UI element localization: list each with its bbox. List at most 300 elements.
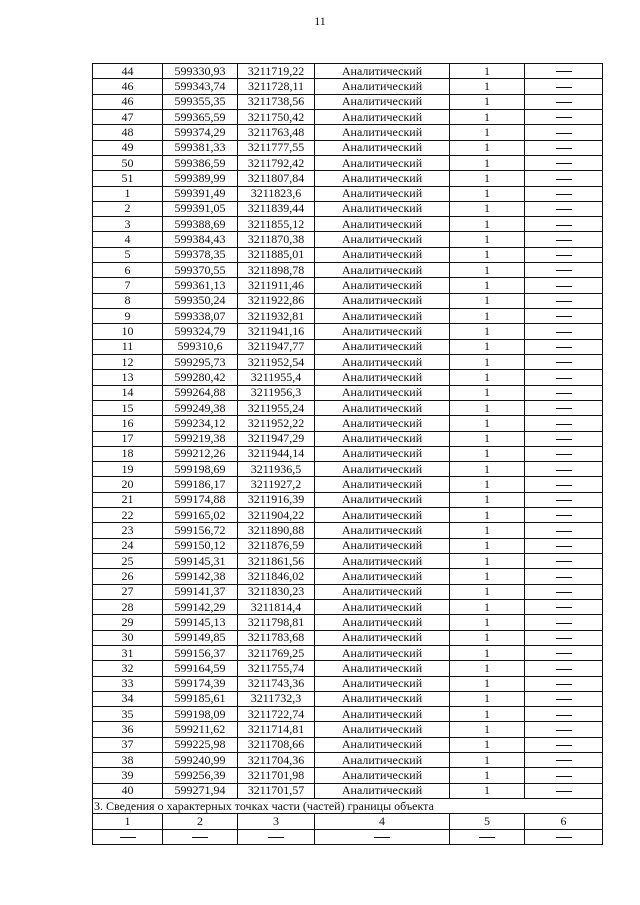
point-number-cell: 34 (93, 691, 163, 706)
dash-mark (556, 408, 572, 409)
method-cell: Аналитический (315, 523, 450, 538)
column-number-cell: 2 (163, 814, 238, 829)
x-coordinate-cell: 599350,24 (163, 293, 238, 308)
table-row (93, 446, 603, 461)
column-number-cell: 1 (93, 814, 163, 829)
table-row (93, 783, 603, 798)
method-cell: Аналитический (315, 492, 450, 507)
description-cell (525, 278, 603, 293)
dash-mark (556, 117, 572, 118)
description-cell (525, 615, 603, 630)
point-number-cell: 46 (93, 94, 163, 109)
dash-mark (556, 531, 572, 532)
accuracy-cell: 1 (450, 508, 525, 523)
accuracy-cell: 1 (450, 753, 525, 768)
dash-mark (556, 102, 572, 103)
dash-mark (556, 439, 572, 440)
y-coordinate-cell: 3211952,54 (238, 354, 315, 369)
description-cell (525, 599, 603, 614)
table-row (93, 477, 603, 492)
description-cell (525, 477, 603, 492)
table-row (93, 232, 603, 247)
table-row (93, 707, 603, 722)
y-coordinate-cell: 3211769,25 (238, 645, 315, 660)
x-coordinate-cell: 599388,69 (163, 217, 238, 232)
y-coordinate-cell: 3211870,38 (238, 232, 315, 247)
table-row (93, 615, 603, 630)
y-coordinate-cell: 3211876,59 (238, 538, 315, 553)
table-row (93, 247, 603, 262)
description-cell (525, 247, 603, 262)
x-coordinate-cell: 599198,69 (163, 462, 238, 477)
description-cell (525, 217, 603, 232)
method-cell: Аналитический (315, 293, 450, 308)
method-cell: Аналитический (315, 370, 450, 385)
y-coordinate-cell: 3211732,3 (238, 691, 315, 706)
method-cell: Аналитический (315, 431, 450, 446)
dash-mark (556, 669, 572, 670)
accuracy-cell: 1 (450, 400, 525, 415)
method-cell: Аналитический (315, 416, 450, 431)
description-cell (525, 538, 603, 553)
point-number-cell: 36 (93, 722, 163, 737)
description-cell (525, 523, 603, 538)
accuracy-cell: 1 (450, 431, 525, 446)
description-cell (525, 508, 603, 523)
point-number-cell: 38 (93, 753, 163, 768)
description-cell (525, 309, 603, 324)
accuracy-cell: 1 (450, 125, 525, 140)
dash-mark (556, 638, 572, 639)
dash-mark (556, 347, 572, 348)
dash-mark (556, 699, 572, 700)
description-cell (525, 446, 603, 461)
description-cell (525, 492, 603, 507)
accuracy-cell: 1 (450, 309, 525, 324)
point-number-cell: 1 (93, 186, 163, 201)
table-row (93, 569, 603, 584)
method-cell: Аналитический (315, 155, 450, 170)
method-cell: Аналитический (315, 554, 450, 569)
point-number-cell: 5 (93, 247, 163, 262)
empty-data-row (93, 829, 603, 844)
table-row (93, 125, 603, 140)
table-row (93, 691, 603, 706)
dash-mark (556, 837, 572, 838)
dash-mark (556, 286, 572, 287)
description-cell (525, 630, 603, 645)
dash-mark (556, 454, 572, 455)
table-row (93, 753, 603, 768)
accuracy-cell: 1 (450, 477, 525, 492)
point-number-cell: 44 (93, 64, 163, 79)
accuracy-cell: 1 (450, 768, 525, 783)
dash-mark (556, 546, 572, 547)
table-row (93, 599, 603, 614)
x-coordinate-cell: 599271,94 (163, 783, 238, 798)
table-row (93, 140, 603, 155)
x-coordinate-cell: 599264,88 (163, 385, 238, 400)
point-number-cell: 16 (93, 416, 163, 431)
y-coordinate-cell: 3211955,24 (238, 400, 315, 415)
description-cell (525, 385, 603, 400)
empty-cell (93, 829, 163, 844)
x-coordinate-cell: 599374,29 (163, 125, 238, 140)
table-row (93, 400, 603, 415)
table-row (93, 171, 603, 186)
method-cell: Аналитический (315, 109, 450, 124)
x-coordinate-cell: 599280,42 (163, 370, 238, 385)
x-coordinate-cell: 599145,13 (163, 615, 238, 630)
y-coordinate-cell: 3211708,66 (238, 737, 315, 752)
y-coordinate-cell: 3211807,84 (238, 171, 315, 186)
x-coordinate-cell: 599381,33 (163, 140, 238, 155)
point-number-cell: 46 (93, 79, 163, 94)
accuracy-cell: 1 (450, 217, 525, 232)
point-number-cell: 48 (93, 125, 163, 140)
description-cell (525, 722, 603, 737)
x-coordinate-cell: 599310,6 (163, 339, 238, 354)
y-coordinate-cell: 3211944,14 (238, 446, 315, 461)
empty-cell (163, 829, 238, 844)
y-coordinate-cell: 3211839,44 (238, 201, 315, 216)
y-coordinate-cell: 3211743,36 (238, 676, 315, 691)
accuracy-cell: 1 (450, 538, 525, 553)
boundary-points-table (92, 63, 603, 845)
x-coordinate-cell: 599338,07 (163, 309, 238, 324)
accuracy-cell: 1 (450, 523, 525, 538)
table-row (93, 462, 603, 477)
y-coordinate-cell: 3211956,3 (238, 385, 315, 400)
y-coordinate-cell: 3211947,77 (238, 339, 315, 354)
x-coordinate-cell: 599355,35 (163, 94, 238, 109)
accuracy-cell: 1 (450, 263, 525, 278)
accuracy-cell: 1 (450, 370, 525, 385)
y-coordinate-cell: 3211701,57 (238, 783, 315, 798)
dash-mark (556, 730, 572, 731)
x-coordinate-cell: 599174,39 (163, 676, 238, 691)
description-cell (525, 232, 603, 247)
dash-mark (556, 316, 572, 317)
accuracy-cell: 1 (450, 324, 525, 339)
y-coordinate-cell: 3211714,81 (238, 722, 315, 737)
method-cell: Аналитический (315, 217, 450, 232)
page-number: 11 (314, 14, 326, 28)
dash-mark (556, 393, 572, 394)
point-number-cell: 25 (93, 554, 163, 569)
point-number-cell: 49 (93, 140, 163, 155)
method-cell: Аналитический (315, 676, 450, 691)
table-row (93, 737, 603, 752)
description-cell (525, 109, 603, 124)
x-coordinate-cell: 599391,49 (163, 186, 238, 201)
point-number-cell: 13 (93, 370, 163, 385)
y-coordinate-cell: 3211922,86 (238, 293, 315, 308)
dash-mark (556, 270, 572, 271)
accuracy-cell: 1 (450, 737, 525, 752)
point-number-cell: 10 (93, 324, 163, 339)
accuracy-cell: 1 (450, 492, 525, 507)
point-number-cell: 4 (93, 232, 163, 247)
x-coordinate-cell: 599198,09 (163, 707, 238, 722)
x-coordinate-cell: 599386,59 (163, 155, 238, 170)
point-number-cell: 19 (93, 462, 163, 477)
y-coordinate-cell: 3211846,02 (238, 569, 315, 584)
x-coordinate-cell: 599150,12 (163, 538, 238, 553)
point-number-cell: 32 (93, 661, 163, 676)
y-coordinate-cell: 3211952,22 (238, 416, 315, 431)
dash-mark (556, 745, 572, 746)
y-coordinate-cell: 3211890,88 (238, 523, 315, 538)
y-coordinate-cell: 3211885,01 (238, 247, 315, 262)
dash-mark (556, 561, 572, 562)
x-coordinate-cell: 599324,79 (163, 324, 238, 339)
table-row (93, 431, 603, 446)
method-cell: Аналитический (315, 247, 450, 262)
accuracy-cell: 1 (450, 186, 525, 201)
point-number-cell: 21 (93, 492, 163, 507)
y-coordinate-cell: 3211738,56 (238, 94, 315, 109)
accuracy-cell: 1 (450, 661, 525, 676)
empty-cell (525, 829, 603, 844)
point-number-cell: 35 (93, 707, 163, 722)
column-number-cell: 6 (525, 814, 603, 829)
dash-mark (556, 592, 572, 593)
point-number-cell: 7 (93, 278, 163, 293)
x-coordinate-cell: 599249,38 (163, 400, 238, 415)
y-coordinate-cell: 3211792,42 (238, 155, 315, 170)
dash-mark (556, 163, 572, 164)
method-cell: Аналитический (315, 94, 450, 109)
description-cell (525, 645, 603, 660)
description-cell (525, 370, 603, 385)
dash-mark (556, 255, 572, 256)
method-cell: Аналитический (315, 171, 450, 186)
dash-mark (556, 225, 572, 226)
y-coordinate-cell: 3211814,4 (238, 599, 315, 614)
column-number-cell: 5 (450, 814, 525, 829)
empty-cell (238, 829, 315, 844)
point-number-cell: 26 (93, 569, 163, 584)
accuracy-cell: 1 (450, 109, 525, 124)
point-number-cell: 39 (93, 768, 163, 783)
dash-mark (556, 240, 572, 241)
dash-mark (268, 837, 284, 838)
accuracy-cell: 1 (450, 462, 525, 477)
section-3-header-row (93, 799, 603, 814)
x-coordinate-cell: 599343,74 (163, 79, 238, 94)
method-cell: Аналитический (315, 707, 450, 722)
point-number-cell: 31 (93, 645, 163, 660)
x-coordinate-cell: 599142,38 (163, 569, 238, 584)
description-cell (525, 64, 603, 79)
y-coordinate-cell: 3211722,74 (238, 707, 315, 722)
method-cell: Аналитический (315, 64, 450, 79)
x-coordinate-cell: 599365,59 (163, 109, 238, 124)
description-cell (525, 94, 603, 109)
x-coordinate-cell: 599142,29 (163, 599, 238, 614)
description-cell (525, 155, 603, 170)
x-coordinate-cell: 599234,12 (163, 416, 238, 431)
method-cell: Аналитический (315, 538, 450, 553)
point-number-cell: 15 (93, 400, 163, 415)
table-row (93, 523, 603, 538)
y-coordinate-cell: 3211750,42 (238, 109, 315, 124)
table-row (93, 508, 603, 523)
description-cell (525, 783, 603, 798)
dash-mark (556, 71, 572, 72)
method-cell: Аналитический (315, 737, 450, 752)
x-coordinate-cell: 599149,85 (163, 630, 238, 645)
accuracy-cell: 1 (450, 783, 525, 798)
y-coordinate-cell: 3211947,29 (238, 431, 315, 446)
y-coordinate-cell: 3211941,16 (238, 324, 315, 339)
boundary-points-body (93, 64, 603, 845)
x-coordinate-cell: 599330,93 (163, 64, 238, 79)
table-row (93, 768, 603, 783)
point-number-cell: 9 (93, 309, 163, 324)
method-cell: Аналитический (315, 508, 450, 523)
point-number-cell: 40 (93, 783, 163, 798)
dash-mark (556, 424, 572, 425)
method-cell: Аналитический (315, 232, 450, 247)
point-number-cell: 17 (93, 431, 163, 446)
dash-mark (556, 209, 572, 210)
dash-mark (556, 607, 572, 608)
point-number-cell: 12 (93, 354, 163, 369)
table-row (93, 186, 603, 201)
description-cell (525, 462, 603, 477)
dash-mark (556, 362, 572, 363)
x-coordinate-cell: 599389,99 (163, 171, 238, 186)
method-cell: Аналитический (315, 125, 450, 140)
point-number-cell: 51 (93, 171, 163, 186)
y-coordinate-cell: 3211936,5 (238, 462, 315, 477)
y-coordinate-cell: 3211932,81 (238, 309, 315, 324)
description-cell (525, 263, 603, 278)
description-cell (525, 768, 603, 783)
description-cell (525, 737, 603, 752)
accuracy-cell: 1 (450, 64, 525, 79)
dash-mark (556, 577, 572, 578)
y-coordinate-cell: 3211704,36 (238, 753, 315, 768)
point-number-cell: 37 (93, 737, 163, 752)
accuracy-cell: 1 (450, 293, 525, 308)
y-coordinate-cell: 3211783,68 (238, 630, 315, 645)
accuracy-cell: 1 (450, 232, 525, 247)
method-cell: Аналитический (315, 140, 450, 155)
x-coordinate-cell: 599219,38 (163, 431, 238, 446)
table-row (93, 263, 603, 278)
accuracy-cell: 1 (450, 645, 525, 660)
point-number-cell: 11 (93, 339, 163, 354)
accuracy-cell: 1 (450, 707, 525, 722)
accuracy-cell: 1 (450, 94, 525, 109)
accuracy-cell: 1 (450, 569, 525, 584)
table-row (93, 584, 603, 599)
point-number-cell: 2 (93, 201, 163, 216)
accuracy-cell: 1 (450, 446, 525, 461)
accuracy-cell: 1 (450, 155, 525, 170)
accuracy-cell: 1 (450, 339, 525, 354)
method-cell: Аналитический (315, 661, 450, 676)
point-number-cell: 6 (93, 263, 163, 278)
description-cell (525, 676, 603, 691)
y-coordinate-cell: 3211777,55 (238, 140, 315, 155)
table-row (93, 109, 603, 124)
table-row (93, 676, 603, 691)
accuracy-cell: 1 (450, 201, 525, 216)
accuracy-cell: 1 (450, 676, 525, 691)
dash-mark (556, 515, 572, 516)
method-cell: Аналитический (315, 477, 450, 492)
accuracy-cell: 1 (450, 385, 525, 400)
table-row (93, 370, 603, 385)
description-cell (525, 691, 603, 706)
description-cell (525, 569, 603, 584)
table-row (93, 354, 603, 369)
table-row (93, 385, 603, 400)
description-cell (525, 400, 603, 415)
point-number-cell: 3 (93, 217, 163, 232)
method-cell: Аналитический (315, 783, 450, 798)
dash-mark (556, 715, 572, 716)
dash-mark (556, 760, 572, 761)
y-coordinate-cell: 3211728,11 (238, 79, 315, 94)
dash-mark (556, 179, 572, 180)
method-cell: Аналитический (315, 278, 450, 293)
table-row (93, 324, 603, 339)
y-coordinate-cell: 3211904,22 (238, 508, 315, 523)
x-coordinate-cell: 599225,98 (163, 737, 238, 752)
x-coordinate-cell: 599156,37 (163, 645, 238, 660)
description-cell (525, 186, 603, 201)
y-coordinate-cell: 3211798,81 (238, 615, 315, 630)
x-coordinate-cell: 599256,39 (163, 768, 238, 783)
dash-mark (556, 194, 572, 195)
x-coordinate-cell: 599145,31 (163, 554, 238, 569)
method-cell: Аналитический (315, 753, 450, 768)
x-coordinate-cell: 599391,05 (163, 201, 238, 216)
method-cell: Аналитический (315, 584, 450, 599)
point-number-cell: 22 (93, 508, 163, 523)
point-number-cell: 28 (93, 599, 163, 614)
dash-mark (479, 837, 495, 838)
description-cell (525, 125, 603, 140)
dash-mark (374, 837, 390, 838)
table-row (93, 645, 603, 660)
point-number-cell: 24 (93, 538, 163, 553)
method-cell: Аналитический (315, 385, 450, 400)
description-cell (525, 554, 603, 569)
y-coordinate-cell: 3211955,4 (238, 370, 315, 385)
x-coordinate-cell: 599185,61 (163, 691, 238, 706)
method-cell: Аналитический (315, 462, 450, 477)
x-coordinate-cell: 599165,02 (163, 508, 238, 523)
y-coordinate-cell: 3211830,23 (238, 584, 315, 599)
accuracy-cell: 1 (450, 140, 525, 155)
point-number-cell: 50 (93, 155, 163, 170)
table-row (93, 492, 603, 507)
dash-mark (556, 485, 572, 486)
description-cell (525, 324, 603, 339)
accuracy-cell: 1 (450, 79, 525, 94)
y-coordinate-cell: 3211763,48 (238, 125, 315, 140)
accuracy-cell: 1 (450, 615, 525, 630)
empty-cell (450, 829, 525, 844)
method-cell: Аналитический (315, 691, 450, 706)
point-number-cell: 30 (93, 630, 163, 645)
